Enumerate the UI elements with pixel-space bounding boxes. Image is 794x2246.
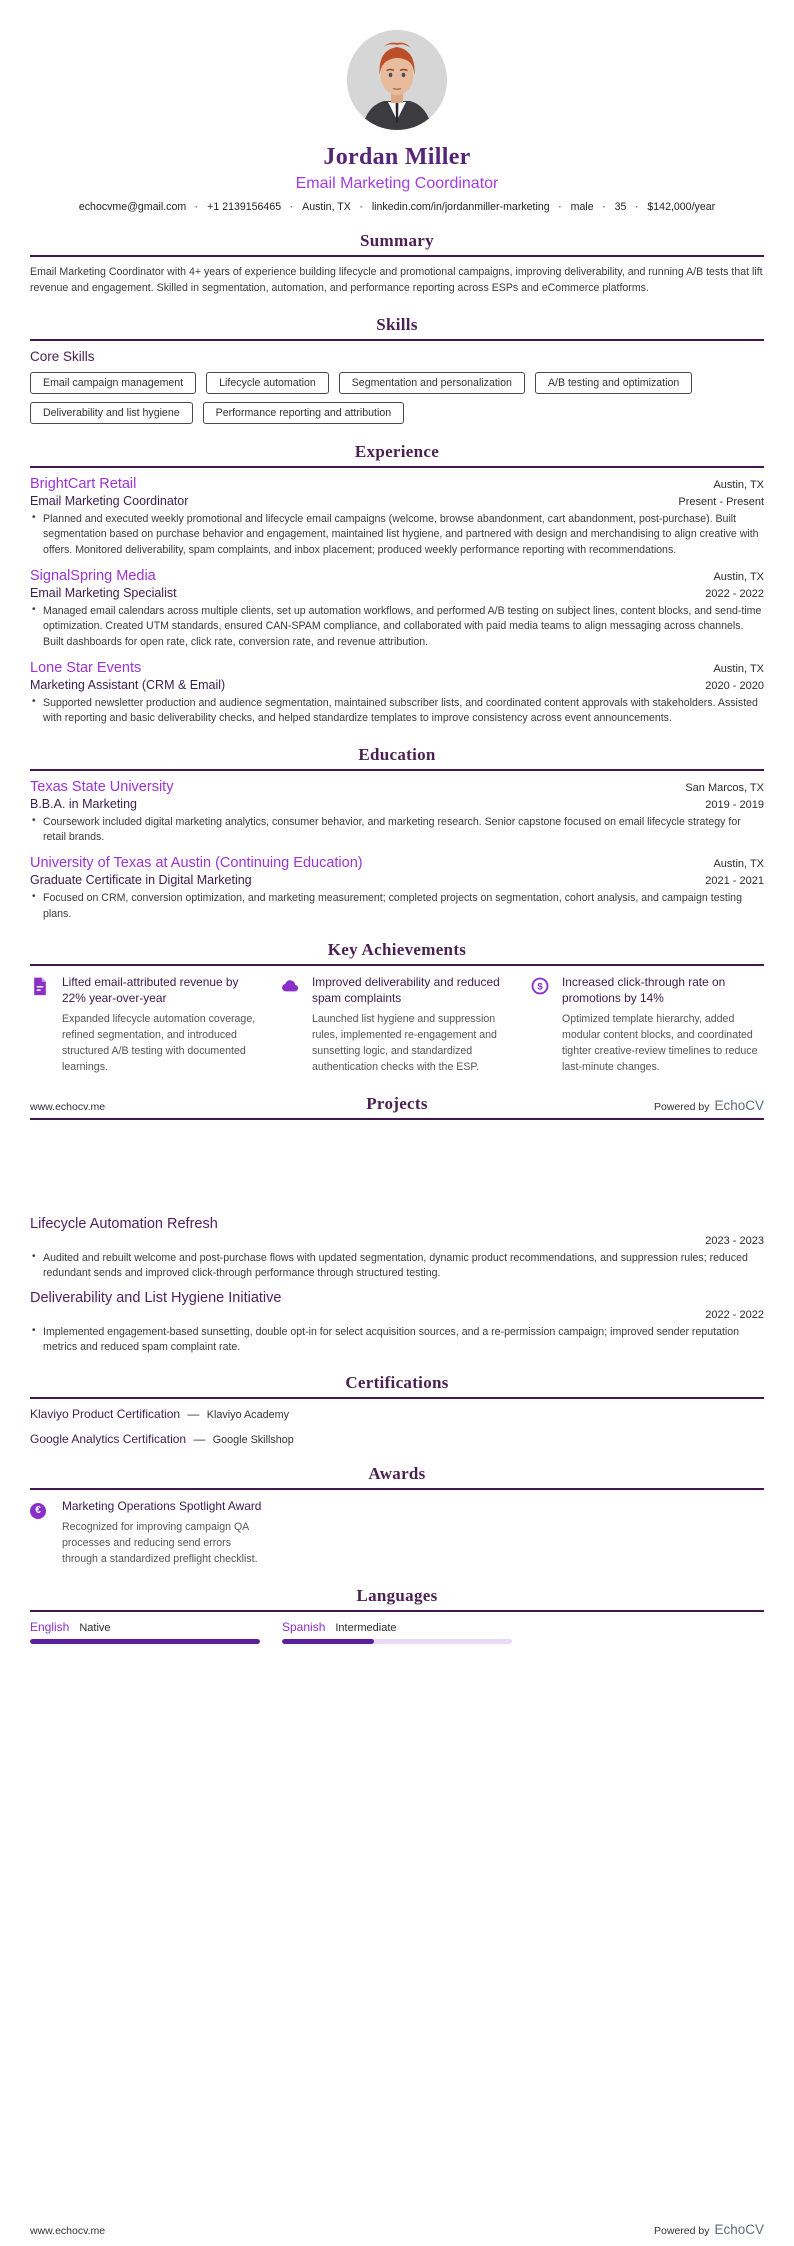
resume-header [30, 0, 764, 213]
projects-heading: Projects [366, 1093, 428, 1113]
certification-entry [30, 1432, 764, 1446]
dollar-circle-icon [530, 974, 550, 1076]
achievement-text: Expanded lifecycle automation coverage, refined segmentation, and introduced structured A/B testing with documented learnings. [62, 1013, 256, 1073]
school-name: Texas State University [30, 778, 174, 795]
language-level: Intermediate [335, 1621, 397, 1634]
experience-section [30, 442, 764, 727]
achievement-text: Launched list hygiene and suppression rules, implemented re-engagement and sunsetting logic, and standardized authentication checks with the ESP. [312, 1013, 497, 1073]
education-section [30, 745, 764, 922]
contact-phone: +1 2139156465 [207, 201, 282, 213]
skill-chip: Email campaign management [30, 372, 196, 394]
section-divider [30, 1488, 764, 1490]
language-name: English [30, 1619, 70, 1634]
achievements-heading: Key Achievements [327, 940, 467, 960]
achievement-card [280, 974, 514, 1076]
section-divider [30, 1610, 764, 1612]
project-description: • Audited and rebuilt welcome and post-purchase flows with updated segmentation, dynamic product recommendations, and suppression rules; reduced redundant sends and improved click-through performance through structured testing. [30, 1251, 764, 1282]
euro-glyph: € [30, 1503, 46, 1519]
award-card [30, 1498, 264, 1568]
experience-entry [30, 660, 764, 727]
certification-name: Klaviyo Product Certification [30, 1407, 181, 1422]
achievement-card [530, 974, 764, 1076]
awards-grid [30, 1498, 764, 1568]
certification-name: Google Analytics Certification [30, 1432, 187, 1447]
section-divider [30, 1397, 764, 1399]
page-footer [30, 1098, 764, 1113]
document-icon [30, 974, 50, 1076]
education-entry [30, 779, 764, 846]
language-level: Native [79, 1621, 111, 1634]
section-divider [30, 466, 764, 468]
company-name: Lone Star Events [30, 659, 142, 676]
section-divider [30, 255, 764, 257]
skill-chip: Lifecycle automation [206, 372, 329, 394]
company-location: Austin, TX [713, 478, 764, 491]
project-name: Lifecycle Automation Refresh [30, 1215, 218, 1232]
achievement-title: Improved deliverability and reduced spam complaints [312, 975, 500, 1006]
language-entry [30, 1620, 260, 1644]
experience-heading: Experience [354, 441, 440, 461]
achievement-text: Optimized template hierarchy, added modular content blocks, and coordinated tighter creative-review timelines to reduce last-minute changes. [562, 1013, 758, 1073]
job-title: Email Marketing Specialist [30, 585, 177, 600]
languages-heading: Languages [356, 1585, 438, 1605]
skills-section [30, 315, 764, 424]
certification-issuer: Klaviyo Academy [206, 1409, 289, 1422]
achievement-title: Lifted email-attributed revenue by 22% year-over-year [62, 975, 239, 1006]
contact-separator: · [290, 202, 294, 212]
contact-age: 35 [614, 201, 627, 213]
project-dates: 2022 - 2022 [705, 1308, 764, 1321]
contact-gender: male [570, 201, 594, 213]
section-divider [30, 964, 764, 966]
degree-description: • Focused on CRM, conversion optimization, and marketing measurement; completed projects on segmentation, cohort analysis, and campaign testing plans. [30, 891, 764, 922]
language-name: Spanish [282, 1619, 326, 1634]
degree-name: B.B.A. in Marketing [30, 796, 137, 811]
powered-by-text: Powered by [654, 2225, 710, 2237]
language-progress-bar [30, 1639, 260, 1644]
language-entry [282, 1620, 512, 1644]
award-title: Marketing Operations Spotlight Award [62, 1499, 262, 1514]
brand-name: EchoCV [714, 2222, 764, 2237]
job-dates: 2022 - 2022 [705, 587, 764, 600]
contact-location: Austin, TX [302, 201, 351, 213]
skills-group-label: Core Skills [30, 348, 95, 364]
awards-section [30, 1464, 764, 1568]
contact-line [30, 201, 764, 213]
section-divider [30, 339, 764, 341]
project-entry [30, 1216, 764, 1282]
achievement-card [30, 974, 264, 1076]
dollar-glyph: $ [537, 981, 543, 993]
brand-name: EchoCV [714, 1098, 764, 1113]
page-break [30, 1128, 764, 1216]
person-name: Jordan Miller [323, 144, 471, 170]
job-description: • Supported newsletter production and audience segmentation, maintained subscriber lists, and coordinated content approvals with stakeholders. Assisted with reporting and basic deliverability checks, and helped standardize templates to improve consistency across event announcements. [30, 696, 764, 727]
company-location: Austin, TX [713, 662, 764, 675]
footer-site-link[interactable]: www.echocv.me [30, 1101, 106, 1113]
contact-separator: · [195, 202, 199, 212]
language-progress-fill [30, 1639, 260, 1644]
job-title: Email Marketing Coordinator [30, 493, 189, 508]
section-divider [30, 769, 764, 771]
contact-linkedin[interactable]: linkedin.com/in/jordanmiller-marketing [371, 201, 550, 213]
certifications-section [30, 1373, 764, 1446]
person-title: Email Marketing Coordinator [295, 175, 499, 192]
award-text: Recognized for improving campaign QA processes and reducing send errors through a standardized preflight checklist. [62, 1521, 258, 1566]
certification-separator: — [187, 1407, 200, 1422]
certifications-heading: Certifications [345, 1373, 449, 1393]
degree-name: Graduate Certificate in Digital Marketing [30, 873, 252, 888]
project-name: Deliverability and List Hygiene Initiative [30, 1289, 282, 1306]
experience-entry [30, 568, 764, 650]
contact-salary: $142,000/year [647, 201, 716, 213]
euro-circle-icon [30, 1498, 50, 1568]
school-location: Austin, TX [713, 858, 764, 871]
footer-site-link[interactable]: www.echocv.me [30, 2225, 106, 2237]
project-entry [30, 1290, 764, 1356]
powered-by-label [654, 2222, 764, 2237]
skills-heading: Skills [376, 314, 418, 334]
profile-photo [347, 30, 447, 130]
summary-section [30, 231, 764, 297]
contact-separator: · [359, 202, 363, 212]
summary-heading: Summary [360, 231, 434, 250]
project-description: • Implemented engagement-based sunsetting, double opt-in for select acquisition sources, and a re-permission campaign; improved sender reputation metrics and reduced spam complaint rate. [30, 1325, 764, 1356]
language-progress-fill [282, 1639, 374, 1644]
languages-section [30, 1586, 764, 1644]
education-entry [30, 855, 764, 922]
school-location: San Marcos, TX [685, 781, 764, 794]
job-description: • Planned and executed weekly promotional and lifecycle email campaigns (welcome, browse abandonment, cart abandonment, post-purchase). Built segmentation based on purchase behavior and engagement, maintained list hygiene, and partnered with design and merchandising to align creative with offers. Monitored deliverability, spam complaints, and inbox placement; produced weekly performance reporting with recommendations. [30, 512, 764, 558]
contact-email[interactable]: echocvme@gmail.com [78, 201, 187, 213]
degree-dates: 2021 - 2021 [705, 875, 764, 888]
company-location: Austin, TX [713, 570, 764, 583]
experience-entry [30, 476, 764, 558]
section-divider [30, 1118, 764, 1120]
contact-separator: · [635, 202, 639, 212]
powered-by-text: Powered by [654, 1101, 710, 1113]
skill-chip: A/B testing and optimization [535, 372, 692, 394]
company-name: SignalSpring Media [30, 567, 156, 584]
skill-chip: Segmentation and personalization [339, 372, 525, 394]
certification-separator: — [193, 1432, 206, 1447]
contact-separator: · [558, 202, 562, 212]
powered-by-label [654, 1098, 764, 1113]
language-progress-bar [282, 1639, 512, 1644]
job-title: Marketing Assistant (CRM & Email) [30, 677, 226, 692]
skill-chip: Performance reporting and attribution [203, 402, 405, 424]
page-footer [30, 2222, 764, 2237]
certification-entry [30, 1407, 764, 1421]
job-dates: Present - Present [678, 495, 764, 508]
degree-description: • Coursework included digital marketing analytics, consumer behavior, and marketing research. Senior capstone focused on email lifecycle strategy for retail brands. [30, 815, 764, 846]
skill-chip-list [30, 372, 764, 424]
skill-chip: Deliverability and list hygiene [30, 402, 193, 424]
achievements-grid [30, 974, 764, 1076]
job-description: • Managed email calendars across multiple clients, set up automation workflows, and performed A/B testing on subject lines, content blocks, and send-time optimization. Created UTM standards, ensured CAN-SPAM compliance, and collaborated with paid media teams to align messaging across channels. Built dashboards for open rate, click rate, conversion rate, and revenue attribution. [30, 604, 764, 650]
summary-text: Email Marketing Coordinator with 4+ years of experience building lifecycle and promotional campaigns, improving deliverability, and running A/B tests that lift revenue and engagement. Skilled in segmentation, automation, and performance reporting across ESPs and eCommerce platforms. [30, 266, 763, 294]
degree-dates: 2019 - 2019 [705, 798, 764, 811]
projects-list [30, 1216, 764, 1355]
certification-issuer: Google Skillshop [212, 1434, 294, 1447]
company-name: BrightCart Retail [30, 475, 137, 492]
achievements-section [30, 940, 764, 1076]
project-dates: 2023 - 2023 [705, 1234, 764, 1247]
achievement-title: Increased click-through rate on promotions by 14% [562, 975, 726, 1006]
languages-grid [30, 1620, 764, 1644]
job-dates: 2020 - 2020 [705, 679, 764, 692]
awards-heading: Awards [368, 1464, 426, 1484]
cloud-icon [280, 974, 300, 1076]
school-name: University of Texas at Austin (Continuing Education) [30, 855, 363, 872]
profile-photo-illustration [347, 30, 447, 130]
language-entry-empty [534, 1620, 764, 1644]
education-heading: Education [358, 744, 436, 764]
contact-separator: · [602, 202, 606, 212]
